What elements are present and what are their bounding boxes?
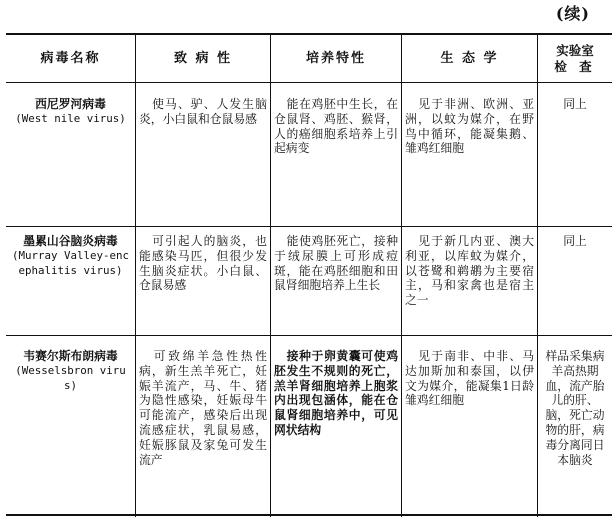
virus-name-zh: 韦赛尔斯布朗病毒 [23,349,118,363]
row-divider-2 [6,335,612,336]
row-divider-1 [6,226,612,227]
header-lab-line2: 检 查 [554,59,596,74]
header-lab-line1: 实验室 [556,43,594,58]
virus-name-zh: 墨累山谷脑炎病毒 [23,234,118,248]
virus-name-cell [6,97,135,127]
table-top-rule [6,33,612,35]
culture-text: 能在鸡胚中生长，在仓鼠肾、鸡胚、猴肾，人的癌细胞系培养上引起病变 [274,97,398,156]
ecology-cell [402,234,537,308]
header-bottom-rule [6,82,612,83]
pathogenicity-text: 使马、驴、人发生脑炎，小白鼠和仓鼠易感 [139,97,267,126]
pathogenicity-text: 可致绵羊急性热性病，新生羔羊死亡，妊娠羊流产，马、牛、猪为隐性感染，妊娠母牛可能流产，感染后出现流感症状，乳鼠易感，妊娠豚鼠及家兔可发生流产 [139,349,267,467]
culture-cell [271,97,401,156]
virus-name-en: (Murray Valley-encephalitis virus) [11,248,129,277]
pathogenicity-text: 可引起人的脑炎，也能感染马匹，但很少发生脑炎症状。小白鼠、仓鼠易感 [139,234,267,293]
ecology-text: 见于非洲、欧洲、亚洲，以蚊为媒介，在野鸟中循环，能凝集鹅、雏鸡红细胞 [405,97,534,156]
culture-cell [271,349,401,438]
ecology-text: 见于新几内亚、澳大利亚，以库蚊为媒介，以苍鹭和鹈鹕为主要宿主，马和家禽也是宿主之一 [405,234,534,308]
ecology-text: 见于南非、中非、马达加斯加和泰国，以伊文为媒介，能凝集1日龄雏鸡红细胞 [405,349,534,408]
header-ecology: 生 态 学 [440,51,499,66]
virus-name-cell [6,349,135,393]
lab-exam-cell: 样品采集病羊高热期血，流产胎儿的肝、脑，死亡动物的肝，病毒分离同日本脑炎 [545,349,605,467]
culture-cell [271,234,401,293]
lab-exam-cell: 同上 [563,97,587,111]
pathogenicity-cell [136,97,270,127]
pathogenicity-cell [136,349,270,467]
ecology-cell [402,349,537,408]
header-lab-exam [538,38,612,80]
table-bottom-rule [6,514,612,516]
culture-text: 能使鸡胚死亡，接种于绒尿膜上可形成痘斑，能在鸡胚细胞和田鼠肾细胞培养上生长 [274,234,398,293]
header-culture: 培养特性 [305,51,366,66]
header-virus-name: 病毒名称 [40,51,101,66]
header-pathogenicity: 致 病 性 [173,51,233,66]
virus-name-en: (West nile virus) [15,111,126,125]
virus-name-zh: 西尼罗河病毒 [35,97,106,111]
continuation-mark: (续) [555,4,590,23]
ecology-cell [402,97,537,156]
pathogenicity-cell [136,234,270,293]
virus-name-cell [6,234,135,278]
lab-exam-cell: 同上 [563,234,587,248]
virus-name-en: (Wesselsbron virus) [15,363,126,392]
culture-text: 接种于卵黄囊可使鸡胚发生不规则的死亡，羔羊肾细胞培养上胞浆内出现包涵体，能在仓鼠肾细胞培养中，可见网状结构 [274,349,398,437]
